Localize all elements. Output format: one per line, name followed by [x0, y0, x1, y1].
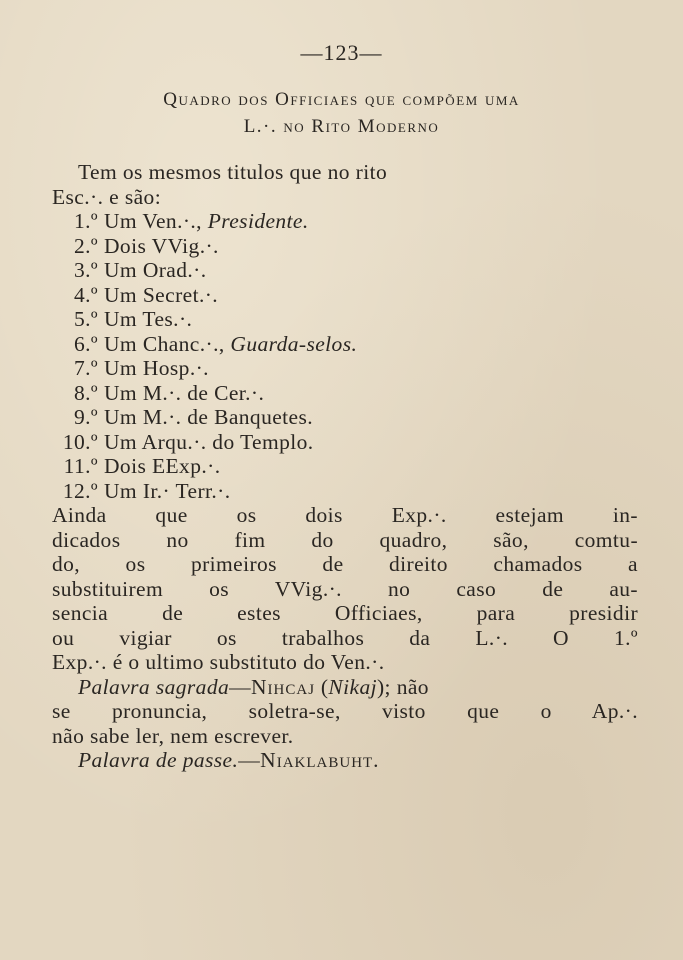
heading-line-2: L.·. no Rito Moderno — [243, 116, 440, 137]
item-text: Um Ven.·., — [104, 209, 208, 233]
item-number: 4.º — [74, 282, 98, 307]
sacred-word: Nihcaj — [251, 674, 316, 699]
item-text: Um Secret.·. — [104, 282, 219, 307]
item-number: 3.º — [74, 258, 98, 282]
item-number: 1.º — [74, 209, 98, 233]
pass-word-dash: — — [238, 748, 261, 772]
list-item — [50, 430, 638, 455]
item-number: 2.º — [74, 233, 98, 258]
item-number: 12.º — [62, 478, 98, 503]
sacred-word-alt: Nikaj — [328, 674, 377, 699]
list-item — [50, 307, 638, 332]
list-item — [50, 234, 638, 259]
item-role: Presidente. — [207, 209, 309, 233]
list-item — [50, 454, 638, 479]
sacred-word-line-2: se pronuncia, soletra-se, visto que o Ap.·. — [52, 699, 638, 723]
list-item — [50, 356, 638, 381]
item-number: 10.º — [62, 429, 98, 454]
paragraph-line: do, os primeiros de direito chamados a — [52, 552, 638, 576]
item-text: Um M.·. de Banquetes. — [104, 405, 314, 429]
item-number: 9.º — [74, 405, 98, 429]
section-heading — [30, 86, 653, 140]
item-text: Um Hosp.·. — [104, 356, 209, 380]
paragraph-line: Exp.·. é o ultimo substituto do Ven.·. — [52, 650, 385, 674]
item-text: Um M.·. de Cer.·. — [104, 380, 265, 405]
intro-line-2: Esc.·. e são: — [52, 184, 162, 209]
list-item — [50, 479, 638, 504]
paragraph-line: ou vigiar os trabalhos da L.·. O 1.º — [52, 625, 638, 650]
sacred-word-line-3: não sabe ler, nem escrever. — [52, 723, 294, 748]
officers-list — [52, 209, 638, 503]
sacred-word-dash: — — [229, 674, 252, 699]
item-role: Guarda-selos. — [230, 331, 358, 356]
item-text: Um Ir.· Terr.·. — [104, 478, 231, 503]
sacred-word-paren-close: ); não — [377, 674, 429, 699]
item-number: 7.º — [74, 356, 98, 380]
item-text: Dois EExp.·. — [104, 454, 221, 478]
sacred-word-paragraph — [52, 675, 638, 749]
intro-line-1: Tem os mesmos titulos que no rito — [78, 160, 388, 184]
pass-word: Niaklabuht. — [260, 748, 380, 772]
note-paragraph — [52, 503, 638, 675]
page-body — [52, 160, 638, 773]
pass-word-label: Palavra de passe. — [78, 748, 239, 772]
paragraph-line: sencia de estes Officiaes, para presidir — [52, 601, 638, 625]
item-number: 11.º — [63, 454, 98, 478]
item-text: Um Tes.·. — [104, 307, 193, 331]
list-item — [50, 209, 638, 234]
pass-word-line — [52, 748, 638, 773]
paragraph-line: substituirem os VVig.·. no caso de au- — [52, 576, 638, 601]
item-number: 8.º — [74, 380, 98, 405]
sacred-word-line-1 — [52, 675, 638, 700]
item-text: Um Chanc.·., — [104, 331, 231, 356]
paragraph-line: Ainda que os dois Exp.·. estejam in- — [52, 503, 638, 527]
page-number: —123— — [300, 40, 383, 65]
list-item — [50, 283, 638, 308]
sacred-word-paren-open: ( — [315, 674, 329, 699]
item-text: Um Orad.·. — [104, 258, 207, 282]
item-number: 5.º — [74, 307, 98, 331]
pass-word-paragraph — [52, 748, 638, 773]
heading-line-1: Quadro dos Officiaes que compõem uma — [163, 89, 520, 110]
list-item — [50, 332, 638, 357]
paragraph-line: dicados no fim do quadro, são, comtu- — [52, 527, 638, 552]
item-text: Um Arqu.·. do Templo. — [104, 429, 314, 454]
item-text: Dois VVig.·. — [104, 233, 219, 258]
list-item — [50, 258, 638, 283]
sacred-word-label: Palavra sagrada — [78, 674, 230, 699]
list-item — [50, 405, 638, 430]
list-item — [50, 381, 638, 406]
item-number: 6.º — [74, 331, 98, 356]
